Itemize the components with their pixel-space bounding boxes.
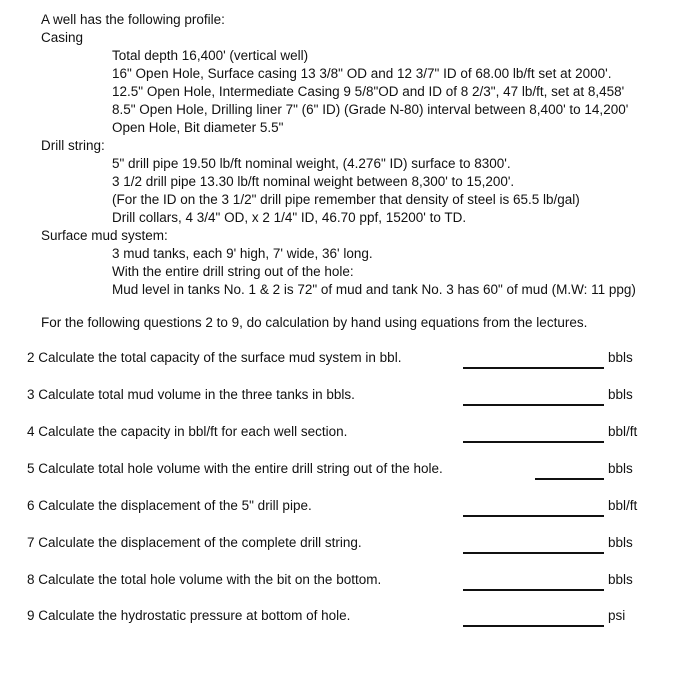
question-unit: bbl/ft [608, 424, 638, 439]
answer-blank[interactable] [535, 478, 604, 480]
answer-blank[interactable] [463, 404, 604, 406]
answer-blank[interactable] [463, 367, 604, 369]
surface-mud-heading: Surface mud system: [41, 228, 168, 243]
surface-mud-line: 3 mud tanks, each 9' high, 7' wide, 36' long. [112, 246, 373, 261]
question-text: 5 Calculate total hole volume with the entire drill string out of the hole. [27, 461, 443, 476]
answer-blank[interactable] [463, 552, 604, 554]
drill-string-line: (For the ID on the 3 1/2" drill pipe remember that density of steel is 65.5 lb/gal) [112, 192, 580, 207]
casing-line: Open Hole, Bit diameter 5.5" [112, 120, 284, 135]
drill-string-line: 5" drill pipe 19.50 lb/ft nominal weight, (4.276" ID) surface to 8300'. [112, 156, 511, 171]
surface-mud-line: Mud level in tanks No. 1 & 2 is 72" of mud and tank No. 3 has 60" of mud (M.W: 11 ppg) [112, 282, 636, 297]
question-text: 4 Calculate the capacity in bbl/ft for each well section. [27, 424, 348, 439]
question-text: 2 Calculate the total capacity of the surface mud system in bbl. [27, 350, 402, 365]
answer-blank[interactable] [463, 589, 604, 591]
question-unit: bbls [608, 572, 633, 587]
question-unit: bbls [608, 535, 633, 550]
question-text: 3 Calculate total mud volume in the three tanks in bbls. [27, 387, 355, 402]
drill-string-heading: Drill string: [41, 138, 105, 153]
casing-line: 8.5" Open Hole, Drilling liner 7" (6" ID) (Grade N-80) interval between 8,400' to 14,200' [112, 102, 629, 117]
answer-blank[interactable] [463, 515, 604, 517]
drill-string-line: Drill collars, 4 3/4" OD, x 2 1/4" ID, 46.70 ppf, 15200' to TD. [112, 210, 467, 225]
question-unit: bbls [608, 387, 633, 402]
question-text: 7 Calculate the displacement of the complete drill string. [27, 535, 362, 550]
casing-line: 12.5" Open Hole, Intermediate Casing 9 5/8"OD and ID of 8 2/3", 47 lb/ft, set at 8,458' [112, 84, 625, 99]
answer-blank[interactable] [463, 441, 604, 443]
casing-line: Total depth 16,400' (vertical well) [112, 48, 309, 63]
question-unit: psi [608, 608, 626, 623]
casing-heading: Casing [41, 30, 84, 45]
question-unit: bbls [608, 350, 633, 365]
question-text: 9 Calculate the hydrostatic pressure at bottom of hole. [27, 608, 351, 623]
question-unit: bbls [608, 461, 633, 476]
question-text: 6 Calculate the displacement of the 5" drill pipe. [27, 498, 312, 513]
instructions-text: For the following questions 2 to 9, do calculation by hand using equations from the lectures. [41, 315, 588, 330]
question-text: 8 Calculate the total hole volume with the bit on the bottom. [27, 572, 382, 587]
intro-text: A well has the following profile: [41, 12, 225, 27]
casing-line: 16" Open Hole, Surface casing 13 3/8" OD and 12 3/7" ID of 68.00 lb/ft set at 2000'. [112, 66, 612, 81]
question-unit: bbl/ft [608, 498, 638, 513]
drill-string-line: 3 1/2 drill pipe 13.30 lb/ft nominal weight between 8,300' to 15,200'. [112, 174, 515, 189]
answer-blank[interactable] [463, 625, 604, 627]
surface-mud-line: With the entire drill string out of the hole: [112, 264, 354, 279]
